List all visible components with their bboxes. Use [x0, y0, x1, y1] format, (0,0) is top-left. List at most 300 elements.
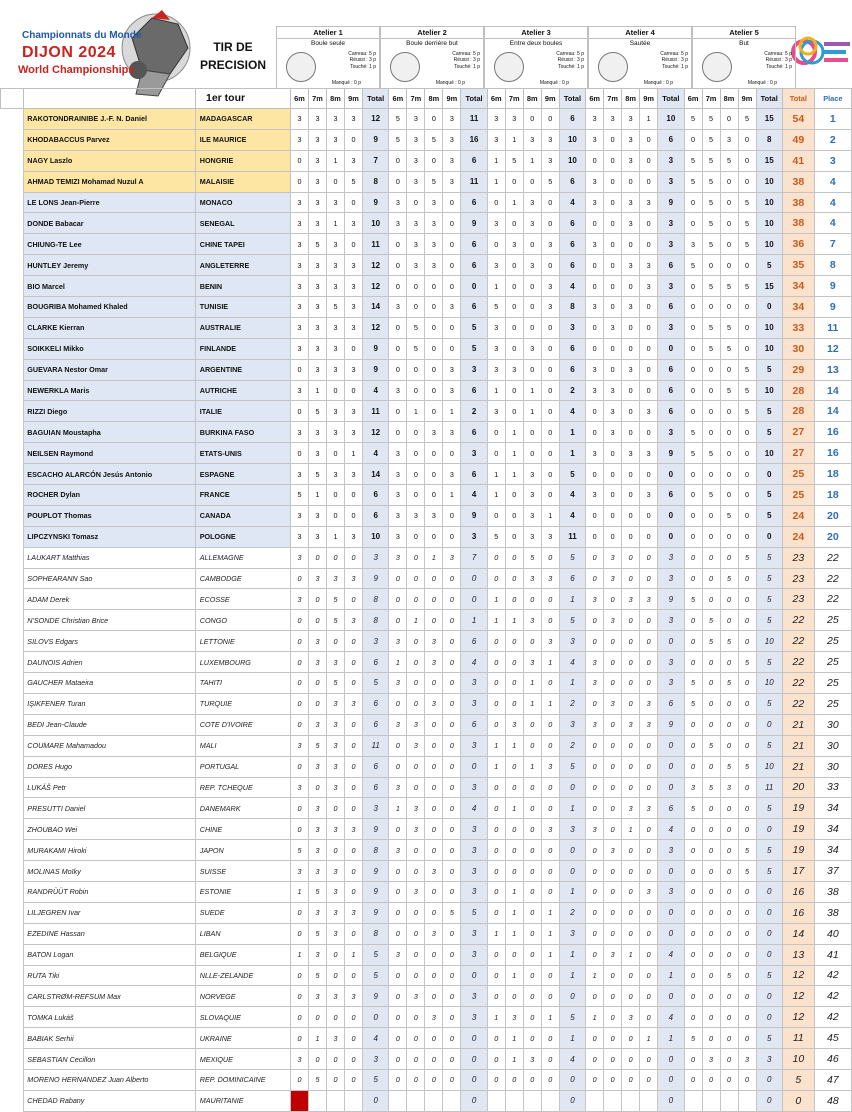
workshop-total: 4 — [362, 380, 388, 401]
shot-score: 3 — [308, 359, 326, 380]
shot-score: 0 — [684, 505, 702, 526]
shot-score: 0 — [586, 1049, 604, 1070]
shot-score: 0 — [407, 1049, 425, 1070]
shot-score: 5 — [684, 798, 702, 819]
shot-score: 1 — [425, 547, 443, 568]
shot-score: 0 — [640, 902, 658, 923]
shot-score: 3 — [389, 192, 407, 213]
shot-score: 0 — [541, 840, 559, 861]
shot-score: 0 — [425, 443, 443, 464]
shot-score: 0 — [389, 568, 407, 589]
table-row — [1, 1069, 852, 1090]
shot-score: 0 — [344, 652, 362, 673]
shot-score: 3 — [344, 276, 362, 297]
place: 20 — [814, 505, 851, 526]
shot-score: 0 — [344, 380, 362, 401]
shot-score: 3 — [308, 840, 326, 861]
shot-score: 3 — [291, 255, 309, 276]
player-country: AUTRICHE — [195, 380, 290, 401]
shot-score: 0 — [702, 1007, 720, 1028]
shot-score: 3 — [326, 422, 344, 443]
player-name: BATON Logan — [24, 944, 195, 965]
shot-score: 3 — [344, 401, 362, 422]
player-country: CANADA — [195, 505, 290, 526]
shot-score: 3 — [425, 234, 443, 255]
workshop-total: 3 — [658, 547, 684, 568]
shot-score: 0 — [604, 505, 622, 526]
shot-score: 0 — [702, 861, 720, 882]
shot-score: 0 — [505, 756, 523, 777]
shot-score: 1 — [622, 819, 640, 840]
shot-score: 0 — [586, 798, 604, 819]
shot-score: 5 — [326, 610, 344, 631]
workshop-total: 10 — [756, 171, 782, 192]
shot-score: 0 — [541, 777, 559, 798]
distance-header: 8m — [720, 89, 738, 109]
shot-score: 0 — [326, 171, 344, 192]
shot-score: 1 — [586, 965, 604, 986]
shot-score: 0 — [720, 234, 738, 255]
shot-score: 0 — [487, 673, 505, 694]
place: 22 — [814, 589, 851, 610]
shot-score: 0 — [389, 276, 407, 297]
shot-score: 3 — [425, 631, 443, 652]
shot-score: 0 — [291, 693, 309, 714]
place: 48 — [814, 1090, 851, 1111]
shot-score: 0 — [425, 359, 443, 380]
shot-score: 0 — [443, 693, 461, 714]
shot-score: 0 — [523, 923, 541, 944]
grand-total: 20 — [782, 777, 814, 798]
grand-total: 34 — [782, 276, 814, 297]
workshop-total: 4 — [461, 652, 487, 673]
workshop-total: 6 — [461, 380, 487, 401]
shot-score: 0 — [604, 777, 622, 798]
player-name: BIO Marcel — [24, 276, 195, 297]
player-name: GUEVARA Nestor Omar — [24, 359, 195, 380]
workshop-total: 0 — [658, 735, 684, 756]
shot-score: 0 — [702, 547, 720, 568]
workshop-total: 1 — [559, 798, 585, 819]
shot-score: 0 — [738, 673, 756, 694]
shot-score: 3 — [407, 505, 425, 526]
workshop-total: 3 — [461, 923, 487, 944]
shot-score: 3 — [586, 485, 604, 506]
player-name: DORES Hugo — [24, 756, 195, 777]
shot-score: 0 — [604, 213, 622, 234]
distance-header: 8m — [326, 89, 344, 109]
grand-total: 23 — [782, 568, 814, 589]
shot-score: 0 — [640, 777, 658, 798]
workshop-total: 6 — [362, 714, 388, 735]
player-country: BELGIQUE — [195, 944, 290, 965]
shot-score: 0 — [443, 505, 461, 526]
shot-score: 0 — [443, 986, 461, 1007]
shot-score: 3 — [308, 756, 326, 777]
shot-score: 3 — [425, 652, 443, 673]
workshop-total: 10 — [756, 443, 782, 464]
shot-score: 3 — [389, 213, 407, 234]
shot-score: 0 — [407, 276, 425, 297]
shot-score: 5 — [738, 756, 756, 777]
shot-score: 0 — [425, 610, 443, 631]
place: 4 — [814, 192, 851, 213]
workshop-total: 6 — [559, 109, 585, 130]
qualified-section — [1, 109, 24, 193]
table-row — [1, 756, 852, 777]
shot-score: 5 — [308, 923, 326, 944]
shot-score: 0 — [640, 338, 658, 359]
shot-score: 0 — [443, 1049, 461, 1070]
shot-score: 0 — [586, 840, 604, 861]
shot-score: 0 — [389, 1007, 407, 1028]
shot-score: 3 — [344, 297, 362, 318]
place: 13 — [814, 359, 851, 380]
shot-score: 0 — [344, 589, 362, 610]
player-name: ADAM Derek — [24, 589, 195, 610]
shot-score: 0 — [523, 819, 541, 840]
shot-score: 0 — [326, 798, 344, 819]
shot-score: 5 — [720, 631, 738, 652]
workshop-total: 0 — [362, 1007, 388, 1028]
place: 25 — [814, 631, 851, 652]
workshop-total: 3 — [559, 714, 585, 735]
mascot-logo-icon — [118, 8, 198, 100]
shot-score: 0 — [407, 944, 425, 965]
workshop-total: 12 — [362, 317, 388, 338]
shot-score: 0 — [407, 965, 425, 986]
workshop-total: 11 — [461, 171, 487, 192]
shot-score: 0 — [523, 881, 541, 902]
workshop-total: 3 — [461, 526, 487, 547]
shot-score: 0 — [505, 673, 523, 694]
shot-score: 0 — [586, 568, 604, 589]
shot-score: 0 — [684, 464, 702, 485]
workshop-total: 0 — [756, 881, 782, 902]
shot-score: 5 — [738, 401, 756, 422]
shot-score: 0 — [541, 255, 559, 276]
shot-score: 0 — [425, 464, 443, 485]
player-name: MURAKAMI Hiroki — [24, 840, 195, 861]
shot-score — [291, 1090, 309, 1111]
shot-score: 3 — [702, 1049, 720, 1070]
shot-score: 5 — [702, 485, 720, 506]
shot-score: 0 — [541, 735, 559, 756]
shot-score: 1 — [487, 171, 505, 192]
shot-score: 0 — [541, 986, 559, 1007]
place: 11 — [814, 317, 851, 338]
shot-score: 5 — [291, 485, 309, 506]
place: 40 — [814, 923, 851, 944]
table-row — [1, 965, 852, 986]
shot-score: 3 — [640, 276, 658, 297]
workshop-diagram-icon — [598, 52, 628, 82]
place: 4 — [814, 171, 851, 192]
workshop-total: 6 — [461, 150, 487, 171]
shot-score: 0 — [738, 589, 756, 610]
shot-score: 1 — [640, 109, 658, 130]
workshop-total: 0 — [461, 1028, 487, 1049]
shot-score: 5 — [702, 150, 720, 171]
shot-score: 0 — [487, 840, 505, 861]
shot-score: 3 — [326, 338, 344, 359]
shot-score: 5 — [684, 422, 702, 443]
shot-score: 3 — [291, 589, 309, 610]
shot-score: 0 — [702, 1069, 720, 1090]
shot-score: 0 — [344, 338, 362, 359]
shot-score: 0 — [622, 777, 640, 798]
workshop-subtitle: Boule seule — [311, 40, 345, 47]
shot-score: 3 — [389, 443, 407, 464]
shot-score: 5 — [523, 547, 541, 568]
shot-score: 1 — [487, 276, 505, 297]
workshop-total: 4 — [559, 1049, 585, 1070]
shot-score: 3 — [389, 485, 407, 506]
workshop-total: 10 — [559, 129, 585, 150]
table-row — [1, 192, 852, 213]
shot-score: 3 — [291, 464, 309, 485]
shot-score: 0 — [291, 986, 309, 1007]
shot-score: 0 — [344, 192, 362, 213]
shot-score: 0 — [586, 150, 604, 171]
place: 42 — [814, 1007, 851, 1028]
shot-score: 0 — [622, 380, 640, 401]
workshop-total: 11 — [362, 234, 388, 255]
table-row — [1, 1028, 852, 1049]
shot-score: 0 — [738, 610, 756, 631]
shot-score: 0 — [622, 568, 640, 589]
workshop-total: 0 — [461, 1090, 487, 1111]
shot-score: 3 — [326, 902, 344, 923]
player-name: KHODABACCUS Parvez — [24, 129, 195, 150]
workshop-total: 0 — [461, 568, 487, 589]
workshop-total: 10 — [362, 526, 388, 547]
table-row — [1, 902, 852, 923]
workshop-total: 12 — [362, 276, 388, 297]
shot-score: 3 — [487, 255, 505, 276]
workshop-total: 9 — [362, 881, 388, 902]
shot-score: 3 — [487, 401, 505, 422]
shot-score: 0 — [487, 944, 505, 965]
shot-score: 0 — [443, 861, 461, 882]
shot-score: 0 — [523, 1007, 541, 1028]
workshop-total: 0 — [461, 1069, 487, 1090]
shot-score: 0 — [487, 965, 505, 986]
shot-score: 0 — [622, 171, 640, 192]
player-name: LIPCZYNSKI Tomasz — [24, 526, 195, 547]
logo-line3: World Championships — [18, 64, 135, 76]
place: 38 — [814, 881, 851, 902]
shot-score: 0 — [738, 735, 756, 756]
shot-score: 0 — [604, 297, 622, 318]
shot-score: 0 — [487, 568, 505, 589]
player-country: CHINE — [195, 819, 290, 840]
shot-score: 3 — [684, 234, 702, 255]
shot-score: 5 — [702, 443, 720, 464]
grand-total: 33 — [782, 317, 814, 338]
shot-score: 3 — [407, 109, 425, 130]
table-row — [1, 464, 852, 485]
shot-score: 1 — [326, 150, 344, 171]
place: 33 — [814, 777, 851, 798]
shot-score: 0 — [425, 819, 443, 840]
shot-score: 0 — [344, 547, 362, 568]
shot-score: 0 — [541, 213, 559, 234]
shot-score: 0 — [622, 1028, 640, 1049]
player-name: COUMARE Mahamadou — [24, 735, 195, 756]
shot-score: 0 — [523, 944, 541, 965]
grand-total: 27 — [782, 422, 814, 443]
shot-score: 5 — [443, 902, 461, 923]
workshop-total: 0 — [756, 944, 782, 965]
shot-score: 0 — [389, 610, 407, 631]
workshop-total: 0 — [658, 505, 684, 526]
shot-score: 3 — [308, 568, 326, 589]
shot-score: 3 — [389, 840, 407, 861]
shot-score: 0 — [720, 297, 738, 318]
shot-score: 0 — [291, 798, 309, 819]
grand-total: 22 — [782, 652, 814, 673]
grand-total: 54 — [782, 109, 814, 130]
shot-score: 3 — [407, 819, 425, 840]
shot-score: 3 — [523, 192, 541, 213]
shot-score: 3 — [622, 589, 640, 610]
grand-total: 28 — [782, 401, 814, 422]
workshop-total: 1 — [559, 443, 585, 464]
workshop-total: 5 — [756, 1028, 782, 1049]
shot-score: 0 — [443, 255, 461, 276]
shot-score: 0 — [425, 338, 443, 359]
workshop-total: 1 — [461, 610, 487, 631]
blank-cell — [1, 89, 24, 109]
shot-score: 0 — [425, 756, 443, 777]
shot-score: 3 — [541, 297, 559, 318]
shot-score: 1 — [505, 881, 523, 902]
workshop-total: 10 — [559, 150, 585, 171]
distance-header: 6m — [487, 89, 505, 109]
repechage-section — [1, 192, 24, 547]
shot-score: 0 — [702, 965, 720, 986]
shot-score: 5 — [425, 129, 443, 150]
shot-score: 0 — [407, 297, 425, 318]
shot-score: 5 — [684, 1028, 702, 1049]
shot-score: 3 — [407, 129, 425, 150]
shot-score: 3 — [443, 422, 461, 443]
shot-score: 0 — [604, 359, 622, 380]
shot-score: 5 — [308, 965, 326, 986]
shot-score: 1 — [344, 944, 362, 965]
shot-score: 0 — [487, 234, 505, 255]
shot-score: 0 — [389, 171, 407, 192]
shot-score: 5 — [308, 1069, 326, 1090]
distance-header: 8m — [622, 89, 640, 109]
shot-score: 3 — [308, 986, 326, 1007]
shot-score: 0 — [541, 965, 559, 986]
shot-score: 0 — [738, 255, 756, 276]
grand-total: 23 — [782, 589, 814, 610]
shot-score: 0 — [487, 547, 505, 568]
workshop-total: 3 — [461, 443, 487, 464]
shot-score: 0 — [640, 380, 658, 401]
player-country: JAPON — [195, 840, 290, 861]
shot-score: 3 — [291, 526, 309, 547]
shot-score: 0 — [586, 944, 604, 965]
grand-total: 16 — [782, 881, 814, 902]
shot-score: 0 — [425, 276, 443, 297]
shot-score: 0 — [702, 297, 720, 318]
player-country: MALAISIE — [195, 171, 290, 192]
shot-score: 0 — [389, 986, 407, 1007]
shot-score: 5 — [407, 338, 425, 359]
shot-score: 0 — [604, 798, 622, 819]
shot-score: 1 — [505, 902, 523, 923]
shot-score: 1 — [505, 464, 523, 485]
shot-score: 0 — [344, 777, 362, 798]
shot-score: 0 — [702, 422, 720, 443]
scoring-item: Touché: 1 p — [454, 63, 480, 70]
shot-score: 0 — [684, 756, 702, 777]
shot-score: 0 — [487, 777, 505, 798]
shot-score: 3 — [443, 380, 461, 401]
player-name: DAUNOIS Adrien — [24, 652, 195, 673]
shot-score: 3 — [622, 213, 640, 234]
distance-header: 6m — [389, 89, 407, 109]
shot-score — [622, 1090, 640, 1111]
shot-score: 0 — [389, 150, 407, 171]
shot-score: 3 — [604, 693, 622, 714]
shot-score: 5 — [684, 443, 702, 464]
shot-score: 0 — [407, 902, 425, 923]
table-row — [1, 673, 852, 694]
shot-score: 5 — [738, 861, 756, 882]
workshop-total: 5 — [559, 1007, 585, 1028]
shot-score: 0 — [738, 714, 756, 735]
workshop-total: 1 — [559, 881, 585, 902]
distance-header: 7m — [702, 89, 720, 109]
shot-score: 3 — [622, 297, 640, 318]
shot-score: 0 — [684, 923, 702, 944]
scoring-item: Touché: 1 p — [766, 63, 792, 70]
workshop-total: 6 — [658, 255, 684, 276]
shot-score: 0 — [738, 1007, 756, 1028]
shot-score: 1 — [505, 965, 523, 986]
workshop-total: 6 — [362, 505, 388, 526]
table-row — [1, 171, 852, 192]
shot-score: 0 — [720, 109, 738, 130]
shot-score: 0 — [443, 1069, 461, 1090]
workshop-total: 4 — [461, 798, 487, 819]
workshop-header — [588, 26, 692, 88]
shot-score: 0 — [541, 1049, 559, 1070]
shot-score: 0 — [443, 923, 461, 944]
shot-score: 0 — [291, 923, 309, 944]
workshop-total: 6 — [362, 777, 388, 798]
distance-header: 7m — [604, 89, 622, 109]
shot-score: 0 — [407, 1007, 425, 1028]
shot-score: 0 — [702, 380, 720, 401]
distance-header: 9m — [541, 89, 559, 109]
shot-score: 0 — [523, 443, 541, 464]
shot-score: 0 — [407, 359, 425, 380]
shot-score: 1 — [541, 902, 559, 923]
shot-score: 0 — [505, 276, 523, 297]
shot-score: 0 — [523, 777, 541, 798]
workshop-total: 3 — [658, 568, 684, 589]
shot-score: 0 — [407, 756, 425, 777]
workshop-total: 5 — [559, 610, 585, 631]
shot-score: 3 — [523, 505, 541, 526]
shot-score: 3 — [308, 338, 326, 359]
